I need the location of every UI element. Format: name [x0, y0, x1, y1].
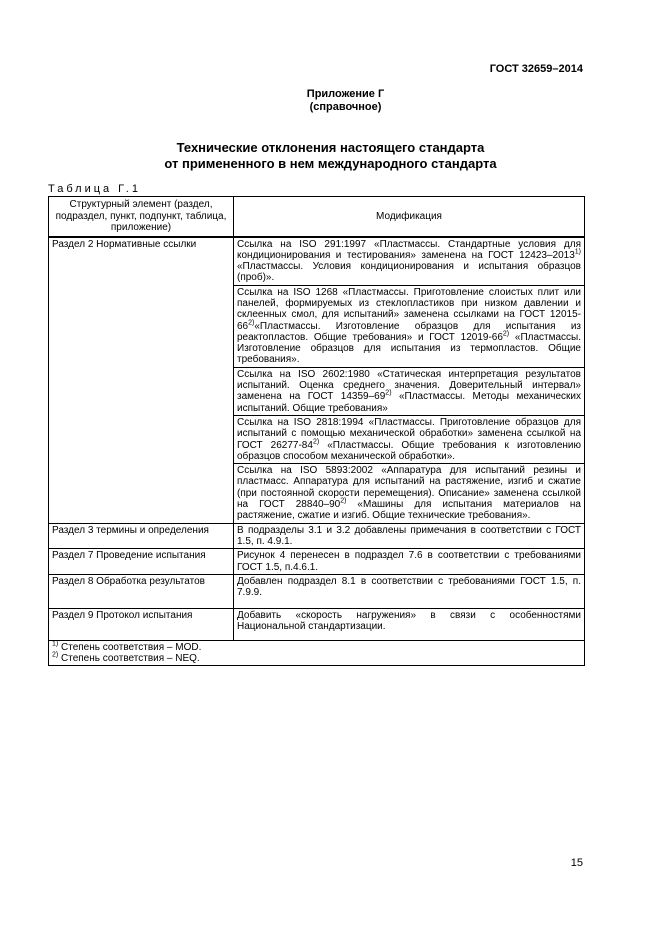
section-title [0, 140, 661, 172]
header-modification: Модификация [234, 197, 585, 237]
annex-title: Приложение Г [306, 88, 385, 100]
table-footnotes-row [49, 640, 585, 666]
table-row [49, 237, 585, 286]
document-code: ГОСТ 32659–2014 [489, 63, 583, 75]
page-number: 15 [570, 857, 583, 869]
row-element-section8: Раздел 8 Обработка результатов [49, 574, 234, 608]
row-element-section9: Раздел 9 Протокол испытания [49, 608, 234, 640]
modification-section8: Добавлен подраздел 8.1 в соответствии с требованиями ГОСТ 1.5, п. 7.9.9. [234, 574, 585, 608]
table-header-row [49, 197, 585, 237]
table-row [49, 608, 585, 640]
modification-iso1268: Ссылка на ISO 1268 «Пластмассы. Приготовление слоистых плит или панелей, формируемых из стеклопластиков при низком давлении и склеенных смол, для испытаний» заменена ссылками на ГОСТ 12015-66$^{2)}$«Пластмассы. Изготовление образцов для испытания из реактопластов. Общие требования» и ГОСТ 12019-66$^{2)}$ «Пластмассы. Изготовление образцов для испытания из термопластов. Общие требования». [234, 285, 585, 367]
deviations-table [48, 196, 585, 666]
section-title-line2: от примененного в нем международного стандарта [164, 156, 497, 171]
footnote-1: $^{1)}$ Степень соответствия – MOD. [52, 640, 202, 653]
footnote-2: $^{2)}$ Степень соответствия – NEQ. [52, 651, 200, 665]
table-label: Таблица Г.1 [48, 183, 141, 195]
annex-subtitle: (справочное) [309, 101, 382, 113]
table-row [49, 523, 585, 549]
modification-section9: Добавить «скорость нагружения» в связи с особенностями Национальной стандартизации. [234, 608, 585, 640]
modification-section7: Рисунок 4 перенесен в подраздел 7.6 в соответствии с требованиями ГОСТ 1.5, п.4.6.1. [234, 549, 585, 575]
modification-iso5893: Ссылка на ISO 5893:2002 «Аппаратура для испытаний резины и пластмасс. Аппаратура для испытаний на растяжение, изгиб и сжатие (при постоянной скорости перемещения). Описание» заменена ссылкой на ГОСТ 28840–90$^{2)}$ «Машины для испытания материалов на растяжение, сжатие и изгиб. Общие технические требования». [234, 464, 585, 523]
row-element-section7: Раздел 7 Проведение испытания [49, 549, 234, 575]
modification-section3: В подразделы 3.1 и 3.2 добавлены примечания в соответствии с ГОСТ 1.5, п. 4.9.1. [234, 523, 585, 549]
row-element-section3: Раздел 3 термины и определения [49, 523, 234, 549]
table-row [49, 574, 585, 608]
row-element-section2: Раздел 2 Нормативные ссылки [49, 237, 234, 524]
table-row [49, 549, 585, 575]
modification-iso2602: Ссылка на ISO 2602:1980 «Статическая интерпретация результатов испытаний. Оценка среднего значения. Доверительный интервал» заменена на ГОСТ 14359–69$^{2)}$ «Пластмассы. Методы механических испытаний. Общие требования» [234, 367, 585, 415]
modification-iso291: Ссылка на ISO 291:1997 «Пластмассы. Стандартные условия для кондиционирования и тестирования» заменена на ГОСТ 12423–2013$^{1)}$ «Пластмассы. Условия кондиционирования и испытания образцов (проб)». [234, 237, 585, 286]
table-footnotes [49, 640, 585, 666]
section-title-line1: Технические отклонения настоящего стандарта [176, 140, 485, 155]
annex-heading [0, 88, 661, 114]
modification-iso2818: Ссылка на ISO 2818:1994 «Пластмассы. Приготовление образцов для испытаний с помощью механической обработки» заменена ссылкой на ГОСТ 26277-84$^{2)}$ «Пластмассы. Общие требования к изготовлению образцов способом механической обработки». [234, 415, 585, 463]
header-structural-element: Структурный элемент (раздел, подраздел, пункт, подпункт, таблица, приложение) [49, 197, 234, 237]
